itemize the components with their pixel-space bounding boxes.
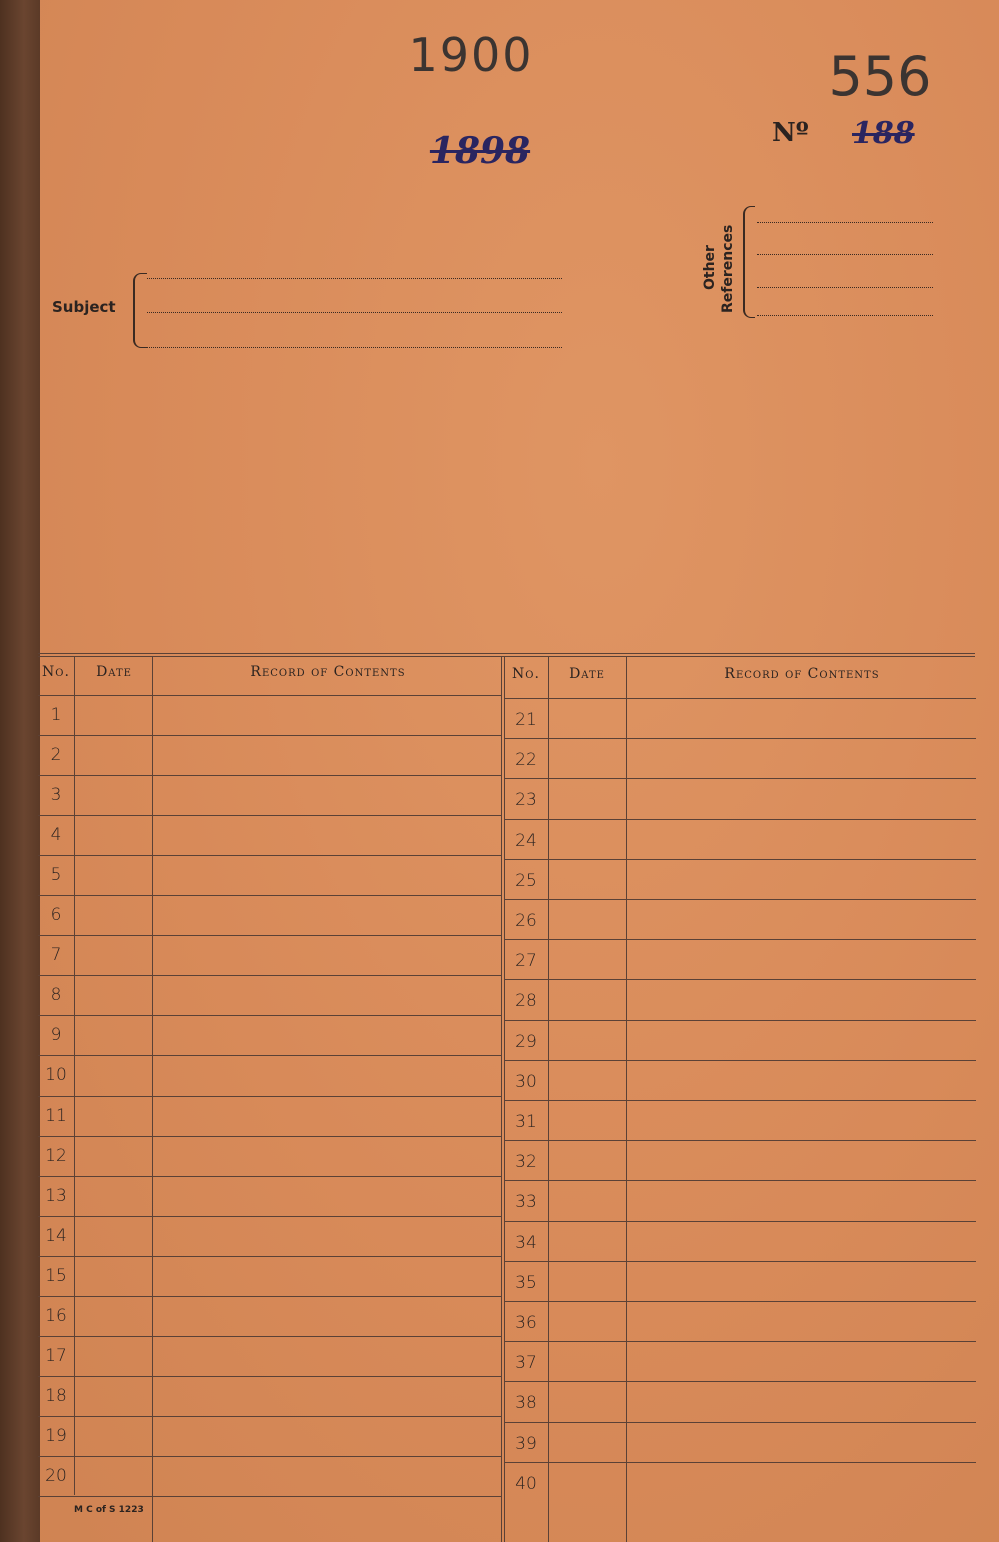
right-row-number: 37 (515, 1353, 537, 1374)
left-row-number: 1 (50, 705, 62, 725)
left-row-number: 10 (45, 1065, 67, 1086)
left-row-rule (38, 895, 502, 896)
right-row-number: 27 (515, 951, 537, 972)
left-row-rule (38, 1015, 502, 1016)
right-row-number: 35 (515, 1272, 537, 1293)
subject-brace (133, 273, 147, 348)
header-record-left: Record of Contents (250, 664, 406, 680)
table-top-rule (38, 653, 975, 654)
left-row-rule (38, 1376, 502, 1377)
left-row-rule (38, 1136, 502, 1137)
left-row-rule (38, 935, 502, 936)
left-row-rule (38, 1496, 502, 1497)
left-row-rule (38, 1456, 502, 1457)
header-record-right: Record of Contents (724, 666, 880, 682)
left-row-number: 20 (45, 1465, 67, 1486)
reference-line-4[interactable] (757, 315, 933, 316)
column-divider-center-a (501, 656, 502, 1542)
right-header-rule (504, 698, 976, 699)
reference-line-3[interactable] (757, 287, 933, 288)
right-row-number: 23 (515, 790, 537, 811)
file-number-stamp: 556 (828, 45, 932, 108)
left-row-number: 6 (50, 905, 62, 926)
column-divider-left-date (152, 656, 153, 1542)
right-row-rule (504, 1261, 976, 1262)
right-row-rule (504, 1140, 976, 1141)
right-row-number: 22 (515, 750, 537, 771)
right-row-rule (504, 979, 976, 980)
left-row-rule (38, 1296, 502, 1297)
subject-line-2[interactable] (147, 312, 562, 313)
left-row-number: 8 (50, 985, 62, 1006)
other-references-label (698, 215, 742, 315)
left-row-number: 12 (45, 1145, 67, 1166)
right-row-number: 21 (515, 710, 537, 730)
other-references-line-1: Other (702, 245, 718, 290)
left-row-number: 18 (45, 1385, 67, 1406)
binding-spine (0, 0, 40, 1542)
left-row-rule (38, 1176, 502, 1177)
right-row-number: 24 (515, 830, 537, 851)
right-row-number: 29 (515, 1031, 537, 1052)
left-header-rule (38, 695, 502, 696)
header-no-right: No. (512, 666, 540, 682)
left-row-number: 14 (45, 1225, 67, 1246)
left-row-rule (38, 975, 502, 976)
right-row-number: 40 (515, 1473, 537, 1494)
number-label: Nº (772, 118, 809, 148)
right-row-rule (504, 738, 976, 739)
year-stamp: 1900 (408, 28, 534, 82)
header-date-left: Date (96, 664, 132, 680)
left-row-rule (38, 1216, 502, 1217)
right-row-rule (504, 1301, 976, 1302)
right-row-rule (504, 778, 976, 779)
left-row-rule (38, 735, 502, 736)
left-row-number: 7 (50, 945, 62, 966)
left-row-number: 3 (50, 785, 62, 806)
right-row-number: 25 (515, 870, 537, 891)
table-top-rule-2 (38, 656, 975, 657)
left-row-rule (38, 1096, 502, 1097)
left-row-number: 15 (45, 1265, 67, 1286)
header-date-right: Date (569, 666, 605, 682)
right-row-rule (504, 859, 976, 860)
left-row-rule (38, 815, 502, 816)
right-row-rule (504, 1180, 976, 1181)
left-row-number: 19 (45, 1425, 67, 1446)
right-row-number: 33 (515, 1192, 537, 1213)
number-handwritten-struck: 188 (852, 116, 915, 151)
reference-line-2[interactable] (757, 254, 933, 255)
form-code: M C of S 1223 (74, 1505, 144, 1515)
left-row-rule (38, 1256, 502, 1257)
year-handwritten-struck: 1898 (429, 130, 531, 172)
right-row-rule (504, 899, 976, 900)
right-row-rule (504, 1020, 976, 1021)
right-row-number: 32 (515, 1152, 537, 1173)
right-row-rule (504, 1422, 976, 1423)
left-row-number: 9 (50, 1025, 62, 1046)
left-row-rule (38, 855, 502, 856)
right-row-number: 30 (515, 1071, 537, 1092)
left-row-number: 2 (50, 745, 62, 766)
right-row-number: 38 (515, 1393, 537, 1414)
left-row-rule (38, 1416, 502, 1417)
other-references-line-2: References (720, 224, 736, 313)
left-row-number: 16 (45, 1305, 67, 1326)
left-row-rule (38, 1055, 502, 1056)
right-row-number: 34 (515, 1232, 537, 1253)
left-row-number: 17 (45, 1345, 67, 1366)
left-row-number: 11 (45, 1105, 67, 1126)
column-divider-right-date (626, 656, 627, 1542)
right-row-number: 36 (515, 1313, 537, 1333)
right-row-rule (504, 1462, 976, 1463)
references-brace (743, 206, 755, 318)
subject-line-1[interactable] (147, 278, 562, 279)
left-row-number: 5 (50, 865, 62, 886)
left-row-number: 4 (50, 825, 62, 846)
right-row-number: 31 (515, 1112, 537, 1132)
right-row-rule (504, 1381, 976, 1382)
right-row-rule (504, 1060, 976, 1061)
column-divider-right-no (548, 656, 549, 1542)
left-row-rule (38, 1336, 502, 1337)
right-row-rule (504, 1341, 976, 1342)
subject-line-3[interactable] (147, 347, 562, 348)
subject-label: Subject (52, 298, 116, 316)
right-row-rule (504, 939, 976, 940)
left-row-number: 13 (45, 1185, 67, 1206)
right-row-rule (504, 1221, 976, 1222)
left-row-rule (38, 775, 502, 776)
right-row-rule (504, 1100, 976, 1101)
right-row-number: 39 (515, 1433, 537, 1454)
column-divider-left-no (74, 656, 75, 1495)
right-row-number: 26 (515, 911, 537, 931)
right-row-rule (504, 819, 976, 820)
header-no-left: No. (42, 664, 70, 680)
right-row-number: 28 (515, 991, 537, 1012)
reference-line-1[interactable] (757, 222, 933, 223)
